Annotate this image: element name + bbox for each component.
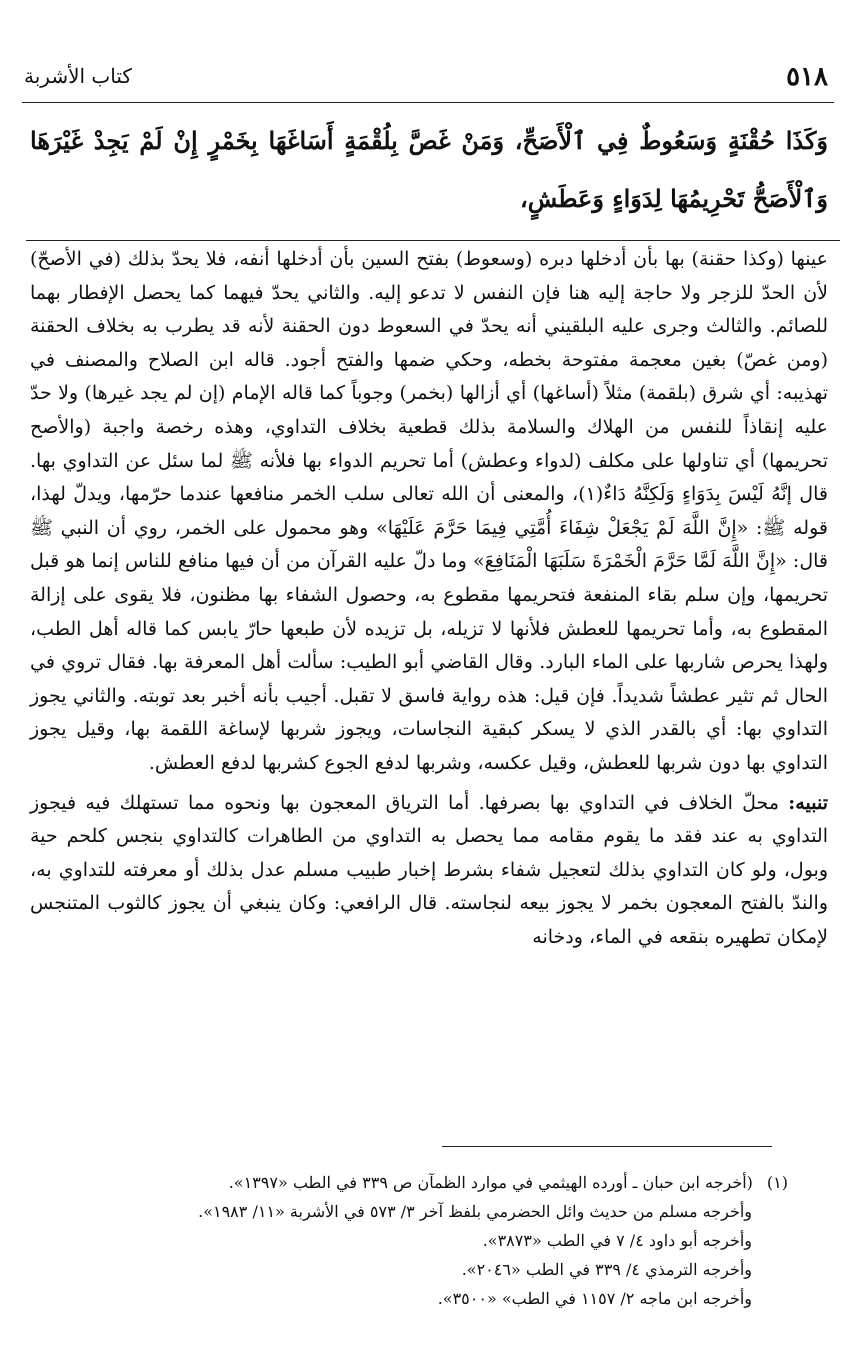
commentary-note: [30, 787, 828, 955]
page-number: ٥١٨: [786, 62, 828, 92]
page-header: [24, 62, 828, 92]
footnote-divider-wrap: [92, 1146, 772, 1147]
footnote-line: وأخرجه أبو داود ٤/ ٧ في الطب «٣٨٧٣».: [482, 1231, 752, 1250]
footnote-line: وأخرجه الترمذي ٤/ ٣٣٩ في الطب «٢٠٤٦».: [461, 1260, 752, 1279]
footnote-divider: [442, 1146, 772, 1147]
running-title: كتاب الأشربة: [24, 64, 132, 88]
note-label: تنبيه:: [788, 791, 828, 814]
matn-divider: [26, 240, 840, 241]
matn-line: وَٱلْأَصَحُّ تَحْرِيمُهَا لِدَوَاءٍ وَعَطَشٍ،: [519, 184, 828, 213]
commentary-paragraph: عينها (وكذا حقنة) بها بأن أدخلها دبره (وسعوط) بفتح السين بأن أدخلها أنفه، فلا يحدّ بذلك (في الأصحّ) لأن الحدّ للزجر ولا حاجة إليه هنا فإن النفس لا تدعو إليه. والثاني يحدّ فيهما كما يحصل الإفطار بهما للصائم. والثالث وجرى عليه البلقيني أنه يحدّ في السعوط دون الحقنة لأنه قد يطرب به بخلاف الحقنة (ومن غصّ) بغين معجمة مفتوحة بخطه، وحكي ضمها والفتح أجود. قاله ابن الصلاح والمصنف في تهذيبه: أي شرق (بلقمة) مثلاً (أساغها) أي أزالها (بخمر) وجوباً كما قاله الإمام (إن لم يجد غيرها) ولا حدّ عليه إنقاذاً للنفس من الهلاك والسلامة بذلك قطعية بخلاف التداوي، وهذه رخصة واجبة (والأصح تحريمها) أي تناولها على مكلف (لدواء وعطش) أما تحريم الدواء بها فلأنه ﷺ لما سئل عن التداوي بها. قال إنَّهُ لَيْسَ بِدَوَاءٍ وَلَكِنَّهُ دَاءٌ(١)، والمعنى أن الله تعالى سلب الخمر منافعها عندما حرّمها، ويدلّ لهذا، قوله ﷺ: «إِنَّ اللَّهَ لَمْ يَجْعَلْ شِفَاءَ أُمَّتِي فِيمَا حَرَّمَ عَلَيْهَا» وهو محمول على الخمر، روي أن النبي ﷺ قال: «إِنَّ اللَّهَ لَمَّا حَرَّمَ الْخَمْرَةَ سَلَبَهَا الْمَنَافِعَ» وما دلّ عليه القرآن من أن فيها منافع للناس إنما هو قبل تحريمها، وإن سلم بقاء المنفعة فتحريمها مقطوع به، وحصول الشفاء بها مظنون، فلا يقوى على إزالة المقطوع به، وأما تحريمها للعطش فلأنها لا تزيله، بل تزيده لأن طبعها حارّ يابس كما قاله أهل الطب، ولهذا يحرص شاربها على الماء البارد. وقال القاضي أبو الطيب: سألت أهل المعرفة بها. فقال تروي في الحال ثم تثير عطشاً شديداً. فإن قيل: هذه رواية فاسق لا تقبل. أجيب بأنه أخبر بعد توبته. والثاني يجوز التداوي بها: أي بالقدر الذي لا يسكر كبقية النجاسات، ويجوز شربها لإساغة اللقمة بها، وقيل يجوز التداوي بها دون شربها للعطش، وقيل عكسه، وشربها لدفع الجوع كشربها لدفع العطش.: [30, 248, 828, 774]
matn-text: [30, 112, 828, 228]
footnote-entry: [30, 1168, 788, 1197]
footnote-line: وأخرجه ابن ماجه ٢/ ١١٥٧ في الطب» «٣٥٠٠».: [437, 1289, 752, 1308]
footnote-line: (أخرجه ابن حبان ـ أورده الهيثمي في موارد الظمآن ص ٣٣٩ في الطب «١٣٩٧».: [228, 1173, 753, 1192]
matn-line: وَكَذَا حُقْنَةٍ وَسَعُوطٌ فِي ٱلْأَصَحِّ، وَمَنْ غَصَّ بِلُقْمَةٍ أَسَاغَهَا بِخَمْرٍ إِنْ لَمْ يَجِدْ غَيْرَهَا: [30, 126, 828, 155]
commentary-text: [30, 243, 828, 954]
footnote-number: (١): [766, 1173, 788, 1192]
footnotes: [30, 1168, 788, 1313]
header-divider: [22, 102, 834, 103]
note-text: محلّ الخلاف في التداوي بها بصرفها. أما الترياق المعجون بها ونحوه مما تستهلك فيه فيجوز التداوي به عند فقد ما يقوم مقامه مما يحصل به التداوي من الطاهرات كالتداوي بنجس كلحم حية وبول، ولو كان التداوي بذلك لتعجيل شفاء بشرط إخبار طبيب مسلم عدل بذلك أو معرفته للتداوي به، والندّ بالفتح المعجون بخمر لا يجوز بيعه لنجاسته. قال الرافعي: وكان ينبغي أن يجوز كالثوب المتنجس لإمكان تطهيره بنقعه في الماء، ودخانه: [30, 791, 828, 948]
footnote-line: وأخرجه مسلم من حديث وائل الحضرمي بلفظ آخر ٣/ ٥٧٣ في الأشربة «١١/ ١٩٨٣».: [198, 1202, 752, 1221]
